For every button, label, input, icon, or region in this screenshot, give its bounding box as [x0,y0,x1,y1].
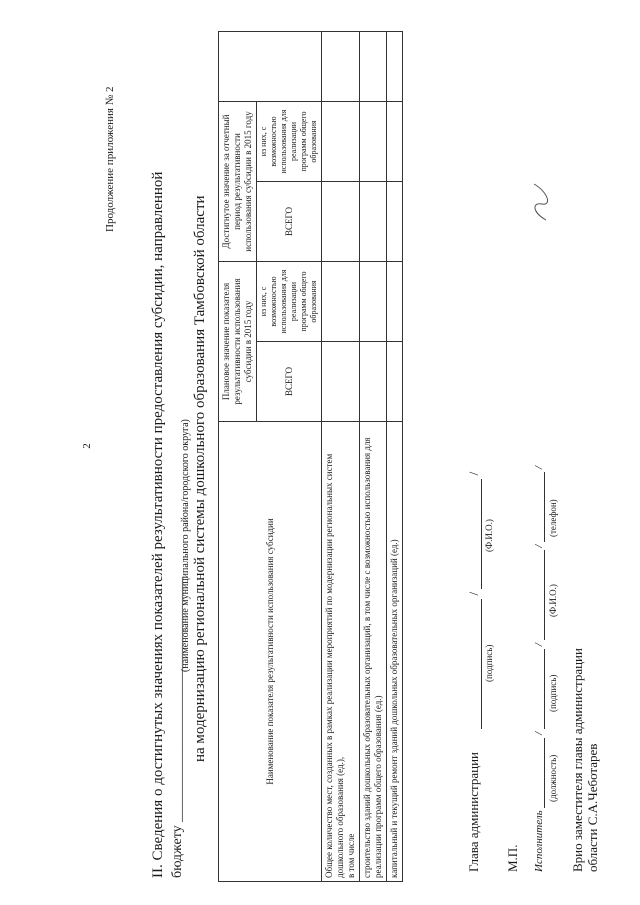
position-line [532,738,545,808]
executor-row: Исполнитель / / / / [533,466,545,872]
executor-phone-line [532,472,545,542]
municipality-caption: (наименование муниципального района/городского округа) [180,419,191,672]
table-row [322,31,360,881]
header-planned-of-which: из них, с возможностью использования для реализации программ общего образования [257,262,322,342]
cell [360,262,387,342]
row-text: в том числе [346,833,356,878]
deputy-line2: области С.А.Чеботарев [585,743,600,872]
executor-sign-line [532,649,545,729]
header-blank [219,31,322,101]
cell [322,342,360,422]
table-header-row [219,31,257,881]
page-number: 2 [80,443,93,449]
mp-label: М.П. [505,844,520,872]
deputy-signature [570,648,600,872]
cell [360,342,387,422]
rotated-sheet [100,27,620,882]
cell [387,262,403,342]
page-title: II. Сведения о достигнутых значениях показателей результативности предоставления субсидии, направленной [150,171,166,878]
header-achieved: Достигнутое значение за отчетный период результативности использования субсидии в 2015 году [219,101,257,261]
cell [387,342,403,422]
continuation-label: Продолжение приложения № 2 [104,86,116,232]
cell [322,182,360,262]
header-planned: Плановое значение показателя результативности использования субсидии в 2015 году [219,262,257,422]
cell [322,31,360,101]
row-label: строительство зданий дошкольных образовательных организаций, в том числе с возможностью использования для реализации программ общего образования (ед.) [360,422,387,882]
table-row [387,31,403,881]
head-signature: Глава администрации / / [466,471,481,872]
cell [360,31,387,101]
deputy-line1: Врио заместителя главы администрации [570,648,585,872]
handwritten-signature-icon [530,182,550,222]
executor-position-caption: (должность) [548,754,558,802]
signature-line [469,599,482,729]
executor-label: Исполнитель [533,810,545,872]
executor-fio-caption: (Ф.И.О.) [548,584,558,617]
head-sign-caption: (подпись) [484,644,494,682]
executor-phone-caption: (телефон) [548,499,558,537]
topic-line: на модернизацию региональной системы дошкольного образования Тамбовской области [192,195,208,762]
indicators-table [218,31,403,882]
row-text: Общее количество мест, созданных в рамках реализации мероприятий по модернизации региональных систем дошкольного образования (ед.), [324,453,345,878]
row-label [322,422,360,882]
cell [322,262,360,342]
executor-sign-caption: (подпись) [548,674,558,712]
head-label: Глава администрации [466,751,481,872]
executor-fio-line [532,550,545,640]
fio-line [469,479,482,589]
cell [360,182,387,262]
header-achieved-of-which: из них, с возможностью использования для реализации программ общего образования [257,101,322,181]
cell [360,101,387,181]
budget-line: бюджету ___________________________________ [170,576,185,878]
header-indicator: Наименование показателя результативности использования субсидии [219,422,322,882]
head-fio-caption: (Ф.И.О.) [484,519,494,552]
cell [322,101,360,181]
header-achieved-total: ВСЕГО [257,182,322,262]
row-label: капитальный и текущий ремонт зданий дошкольных образовательных организаций (ед.) [387,422,403,882]
cell [387,182,403,262]
cell [387,31,403,101]
cell [387,101,403,181]
header-planned-total: ВСЕГО [257,342,322,422]
table-row [360,31,387,881]
